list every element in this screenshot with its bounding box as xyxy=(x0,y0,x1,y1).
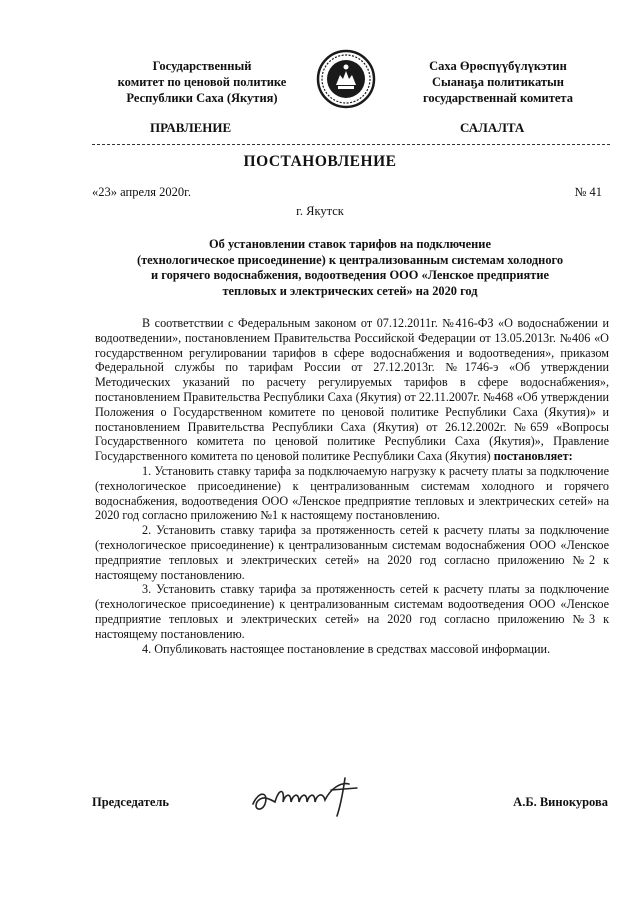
subject-line: тепловых и электрических сетей» на 2020 год xyxy=(222,283,478,298)
org-name-sah-line: Саха Өрөспүүбүлүкэтин xyxy=(429,59,567,73)
document-city: г. Якутск xyxy=(296,204,344,218)
org-name-ru-line: комитет по ценовой политике xyxy=(117,75,287,89)
resolution-item: 3. Установить ставку тарифа за протяженность сетей к расчету платы за подключение (технологическое присоединение) к централизованным системам водоотведения ООО «Ленское предприятие тепловых и электрических сетей» на 2020 год согласно приложению №3 к настоящему постановлению. xyxy=(95,582,609,641)
org-name-sah-line: Сыанаҕа политикатын xyxy=(432,75,564,89)
resolution-item: 1. Установить ставку тарифа за подключаемую нагрузку к расчету платы за подключение (технологическое присоединение) к централизованным системам холодного и горячего водоснабжения, водоотведения ООО «Ленское предприятие тепловых и электрических сетей» на 2020 год согласно приложению №1 к настоящему постановлению. xyxy=(95,463,609,523)
preamble-paragraph xyxy=(95,316,609,464)
board-label-ru: ПРАВЛЕНИЕ xyxy=(150,120,232,135)
resolution-item: 2. Установить ставку тарифа за протяженность сетей к расчету платы за подключение (технологическое присоединение) к централизованным системам водоснабжения ООО «Ленское предприятие тепловых и электрических сетей» на 2020 год согласно приложению №2 к настоящему постановлению. xyxy=(95,523,609,582)
org-name-ru-line: Республики Саха (Якутия) xyxy=(126,91,278,105)
document-number: № 41 xyxy=(574,185,602,199)
document-body xyxy=(95,316,609,656)
republic-emblem-icon xyxy=(316,49,376,109)
org-name-sah-line: государственнай комитета xyxy=(423,91,573,105)
resolution-item: 4. Опубликовать настоящее постановление в средствах массовой информации. xyxy=(142,641,551,656)
org-name-ru xyxy=(92,58,312,106)
org-name-sah xyxy=(392,58,604,106)
document-type: ПОСТАНОВЛЕНИЕ xyxy=(243,153,397,170)
header-divider xyxy=(92,144,610,145)
preamble-resolves: постановляет: xyxy=(493,449,573,464)
document-subject xyxy=(90,237,610,299)
document-date: «23» апреля 2020г. xyxy=(92,185,191,199)
handwritten-signature xyxy=(245,770,375,820)
org-name-ru-line: Государственный xyxy=(152,59,252,73)
signatory-title: Председатель xyxy=(92,795,170,809)
preamble-text: В соответствии с Федеральным законом от 07.12.2011г. №416-ФЗ «О водоснабжении и водоотведении», постановлением Правительства Российской Федерации от 13.05.2013г. №406 «О государственном регулировании тарифов в сфере водоснабжения и водоотведения», приказом Федеральной службы по тарифам России от 27.12.2013г. №1746-э «Об утверждении Методических указаний по расчету регулируемых тарифов в сфере водоснабжения», постановлением Правительства Республики Саха (Якутия) от 22.11.2007г. №468 «Об утверждении Положения о Государственном комитете по ценовой политике Республики Саха (Якутия)» и постановлением Правительства Республики Саха (Якутия) от 26.12.2002г. №659 «Вопросы Государственного комитета по ценовой политике Республики Саха (Якутия)», Правление Государственного комитета по ценовой политике Республики Саха (Якутия) xyxy=(95,316,609,464)
signatory-name: А.Б. Винокурова xyxy=(513,795,608,809)
subject-line: Об установлении ставок тарифов на подключение xyxy=(209,237,491,251)
subject-line: и горячего водоснабжения, водоотведения ООО «Ленское предприятие xyxy=(151,268,549,282)
subject-line: (технологическое присоединение) к централизованным системам холодного xyxy=(136,252,564,267)
board-label-sah: САЛАЛТА xyxy=(460,120,525,135)
